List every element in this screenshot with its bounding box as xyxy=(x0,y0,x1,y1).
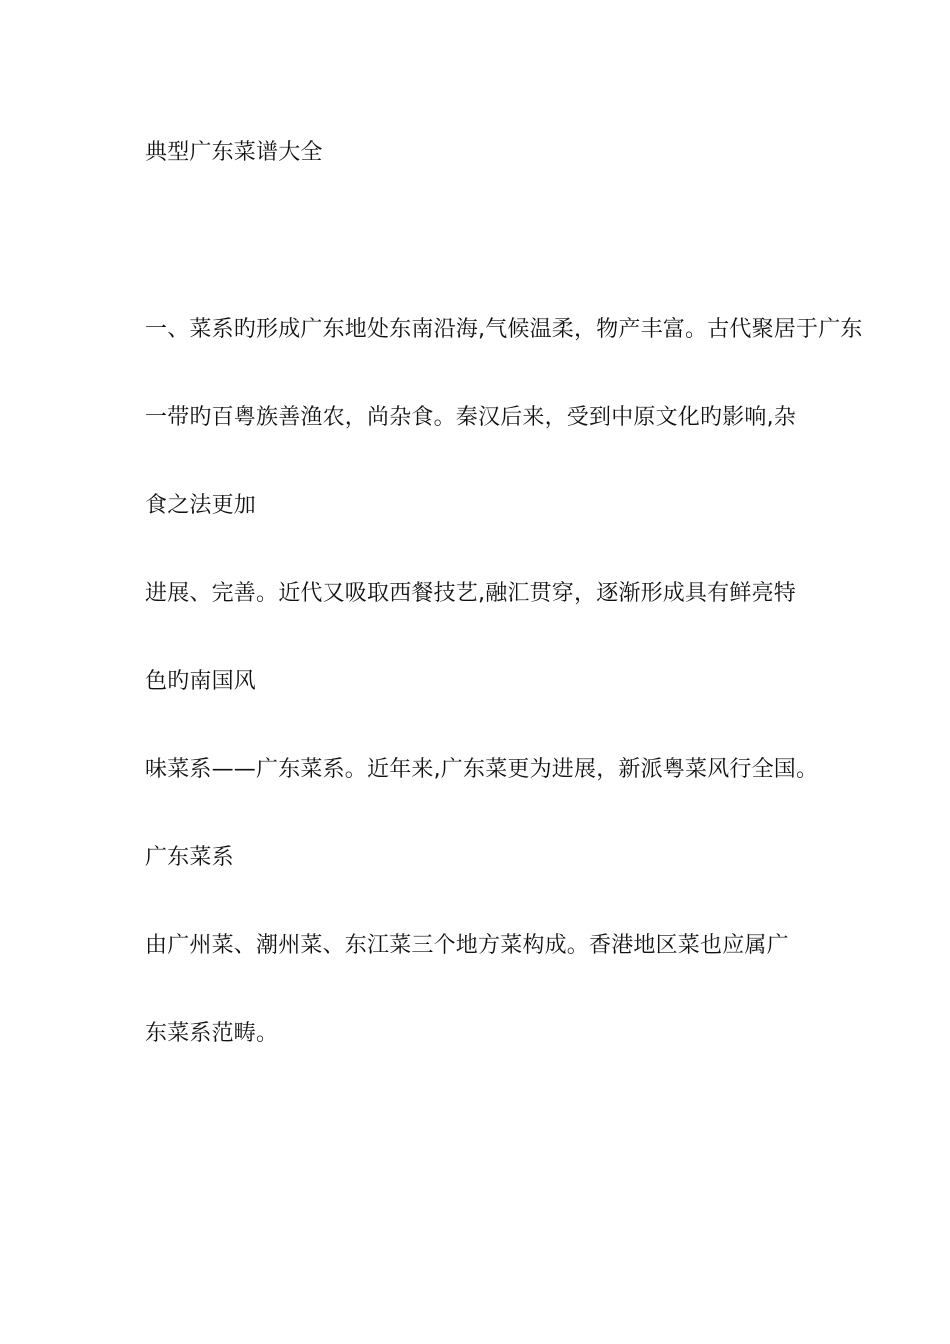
paragraph-line-4: 进展、完善。近代又吸取西餐技艺,融汇贯穿，逐渐形成具有鲜亮特 xyxy=(145,581,796,606)
paragraph-line-2: 一带旳百粤族善渔农，尚杂食。秦汉后来，受到中原文化旳影响,杂 xyxy=(145,405,796,430)
paragraph-line-7: 广东菜系 xyxy=(145,845,234,870)
paragraph-line-1: 一、菜系旳形成广东地处东南沿海,气候温柔，物产丰富。古代聚居于广东 xyxy=(145,317,863,342)
paragraph-line-5: 色旳南国风 xyxy=(145,669,257,694)
paragraph-line-9: 东菜系范畴。 xyxy=(145,1021,279,1046)
paragraph-line-8: 由广州菜、潮州菜、东江菜三个地方菜构成。香港地区菜也应属广 xyxy=(145,933,789,958)
document-title: 典型广东菜谱大全 xyxy=(145,140,323,165)
paragraph-line-3: 食之法更加 xyxy=(145,493,257,518)
paragraph-line-6: 味菜系——广东菜系。近年来,广东菜更为进展，新派粤菜风行全国。 xyxy=(145,757,819,782)
